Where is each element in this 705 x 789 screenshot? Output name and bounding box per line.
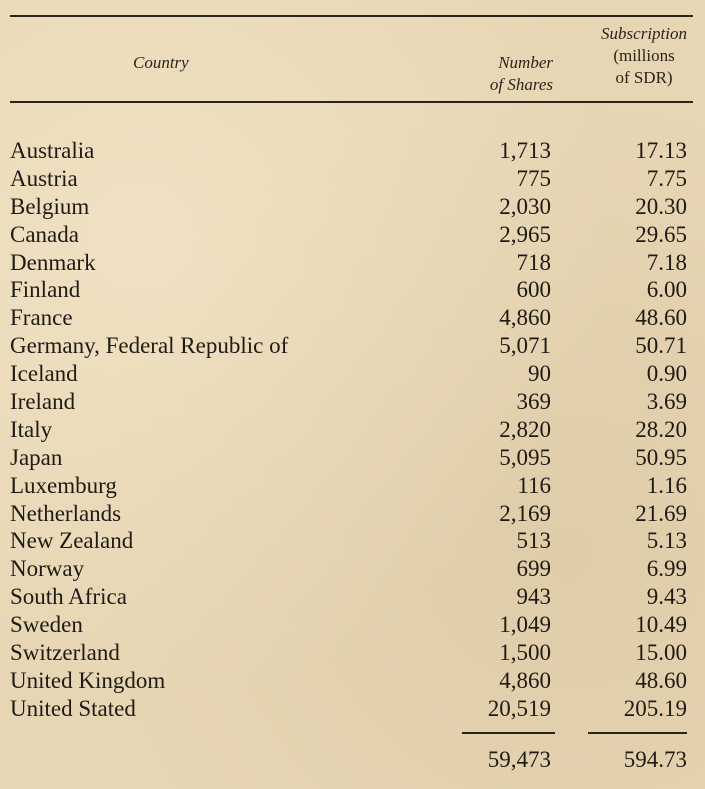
total-rule-shares	[462, 732, 555, 734]
header-country: Country	[133, 53, 189, 72]
table-row	[10, 276, 687, 304]
total-rule-subscription	[588, 732, 687, 734]
shares-cell: 775	[516, 165, 551, 191]
shares-cell: 2,820	[499, 416, 551, 442]
header-subscription	[601, 23, 687, 89]
table-body	[10, 137, 687, 723]
shares-cell: 943	[516, 584, 551, 610]
shares-cell: 5,071	[499, 333, 551, 359]
shares-cell: 718	[516, 249, 551, 275]
country-cell: Belgium	[10, 193, 90, 219]
subscription-cell: 50.71	[635, 333, 687, 359]
header-shares-line1: Number	[498, 53, 553, 72]
country-cell: Finland	[10, 277, 81, 303]
country-cell: Netherlands	[10, 500, 122, 526]
table-row	[10, 165, 687, 193]
header-sub-line2: (millions	[613, 46, 675, 65]
shares-cell: 513	[516, 528, 551, 554]
shares-cell: 4,860	[499, 667, 551, 693]
shares-cell: 4,860	[499, 305, 551, 331]
header-number-of-shares	[490, 52, 553, 96]
table-row	[10, 193, 687, 221]
country-cell: France	[10, 305, 73, 331]
table-row	[10, 527, 687, 555]
subscription-cell: 28.20	[635, 416, 687, 442]
shares-cell: 369	[516, 389, 551, 415]
subscription-cell: 0.90	[646, 361, 687, 387]
shares-cell: 20,519	[487, 695, 551, 721]
table-row	[10, 472, 687, 500]
shares-cell: 5,095	[499, 444, 551, 470]
header-sub-line1: Subscription	[601, 24, 687, 43]
country-cell: Australia	[10, 138, 95, 163]
country-cell: Germany, Federal Republic of	[10, 333, 289, 359]
shares-cell: 1,713	[499, 138, 551, 163]
subscription-cell: 9.43	[646, 584, 687, 610]
subscription-cell: 48.60	[635, 667, 687, 693]
country-cell: Denmark	[10, 249, 96, 275]
subscription-cell: 3.69	[646, 389, 687, 415]
country-cell: Ireland	[10, 389, 76, 415]
table-row	[10, 416, 687, 444]
country-cell: Sweden	[10, 612, 83, 638]
table-row	[10, 304, 687, 332]
table-row	[10, 444, 687, 472]
table-row	[10, 695, 687, 723]
table-row	[10, 249, 687, 277]
country-cell: Iceland	[10, 361, 78, 387]
table-row	[10, 137, 687, 165]
top-rule	[10, 15, 693, 17]
shares-cell: 116	[517, 472, 551, 498]
country-cell: South Africa	[10, 584, 127, 610]
country-cell: Japan	[10, 444, 63, 470]
shares-cell: 600	[516, 277, 551, 303]
subscription-cell: 20.30	[635, 193, 687, 219]
table-row	[10, 332, 687, 360]
table-row	[10, 388, 687, 416]
country-cell: Luxemburg	[10, 472, 117, 498]
shares-cell: 2,965	[499, 221, 551, 247]
total-shares: 59,473	[487, 747, 551, 772]
subscription-cell: 17.13	[635, 138, 687, 163]
table-row	[10, 221, 687, 249]
subscription-cell: 205.19	[623, 695, 687, 721]
subscription-cell: 7.18	[646, 249, 687, 275]
country-cell: Austria	[10, 165, 78, 191]
country-cell: Canada	[10, 221, 79, 247]
subscription-cell: 7.75	[646, 165, 687, 191]
header-rule	[10, 101, 693, 103]
country-cell: Norway	[10, 556, 85, 582]
subscription-cell: 15.00	[635, 640, 687, 666]
shares-cell: 2,030	[499, 193, 551, 219]
shares-cell: 1,500	[499, 640, 551, 666]
country-cell: Italy	[10, 416, 53, 442]
table-row	[10, 639, 687, 667]
total-subscription: 594.73	[623, 747, 687, 772]
table-row	[10, 500, 687, 528]
table-row	[10, 555, 687, 583]
country-cell: Switzerland	[10, 640, 120, 666]
header-shares-line2: of Shares	[489, 75, 553, 94]
subscription-cell: 21.69	[635, 500, 687, 526]
country-cell: United Stated	[10, 695, 136, 721]
country-cell: United Kingdom	[10, 667, 166, 693]
country-cell: New Zealand	[10, 528, 134, 554]
shares-cell: 2,169	[499, 500, 551, 526]
table-row	[10, 667, 687, 695]
subscription-cell: 5.13	[646, 528, 687, 554]
subscription-cell: 48.60	[635, 305, 687, 331]
subscription-cell: 50.95	[635, 444, 687, 470]
table-row	[10, 583, 687, 611]
table-row	[10, 611, 687, 639]
shares-cell: 699	[516, 556, 551, 582]
subscription-cell: 6.00	[646, 277, 687, 303]
subscription-cell: 10.49	[635, 612, 687, 638]
table-row	[10, 360, 687, 388]
header-sub-line3: of SDR)	[615, 68, 673, 87]
subscription-cell: 1.16	[646, 472, 687, 498]
subscription-cell: 6.99	[646, 556, 687, 582]
shares-cell: 1,049	[499, 612, 551, 638]
shares-cell: 90	[528, 361, 551, 387]
subscription-cell: 29.65	[635, 221, 687, 247]
